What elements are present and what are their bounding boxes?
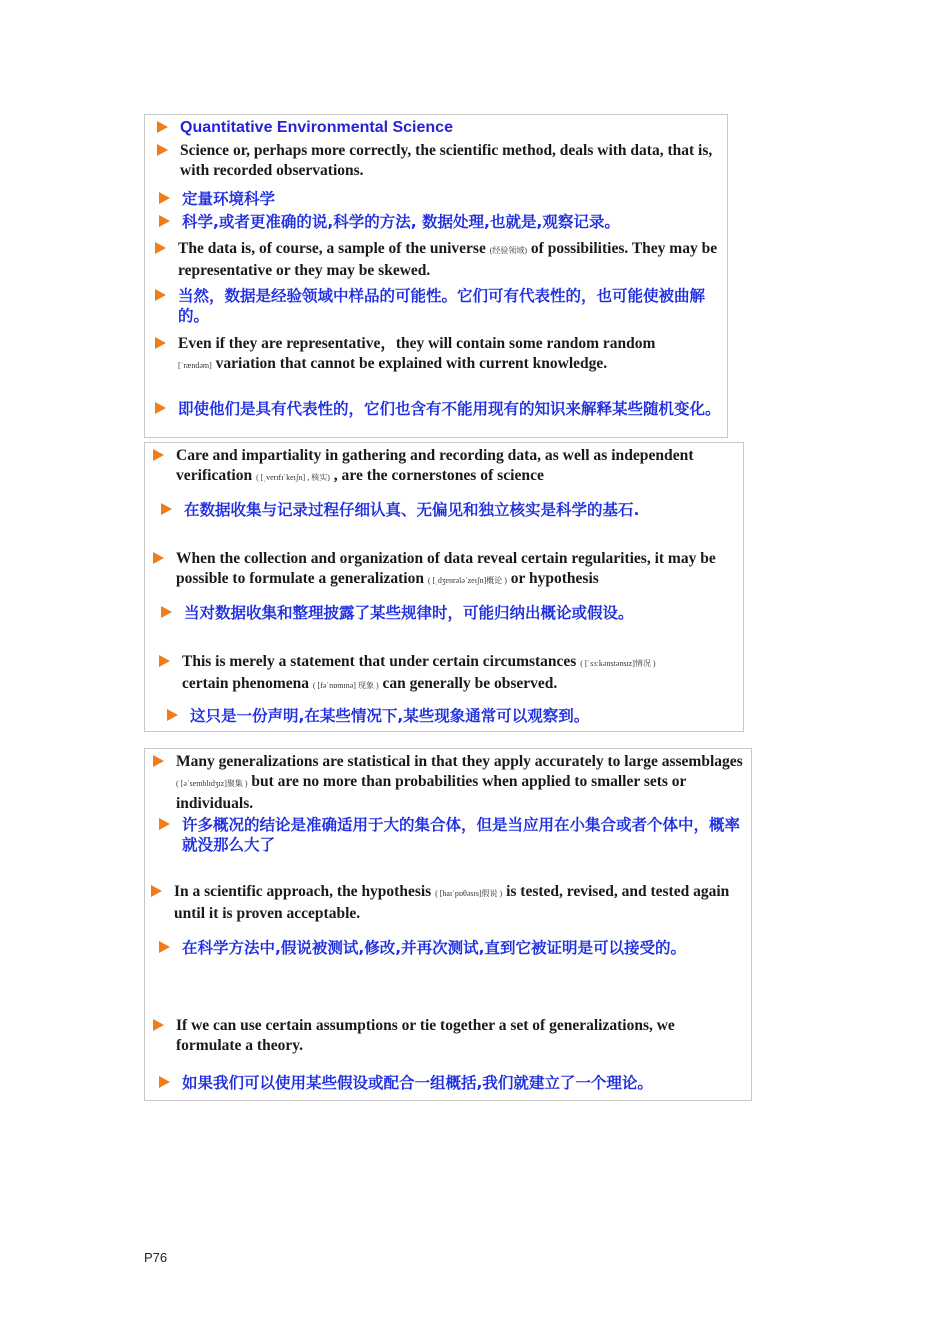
slide-2 [144, 442, 744, 732]
annotation-note: ( [haɪˈpɒθəsɪs]假说 ) [435, 889, 503, 898]
bullet-item [161, 603, 731, 623]
slide-1 [144, 114, 728, 438]
bullet-item [159, 189, 719, 209]
slide-3 [144, 748, 752, 1101]
arrow-bullet-icon [159, 941, 170, 953]
chinese-text: 如果我们可以使用某些假设或配合一组概括,我们就建立了一个理论。 [182, 1074, 653, 1092]
chinese-text: 在科学方法中,假说被测试,修改,并再次测试,直到它被证明是可以接受的。 [182, 939, 687, 957]
annotation-note: ( [ˈsɜːkənstənsɪz]情况 ) [580, 659, 656, 668]
chinese-text: 许多概况的结论是准确适用于大的集合体，但是当应用在小集合或者个体中，概率就没那么大了 [182, 816, 741, 854]
english-text: This is merely a statement that under certain circumstances ( [ˈsɜːkənstənsɪz]情况 ) certain phenomena ( [fəˈnɒmɪnə] 现象 ) can generally be observed. [182, 653, 656, 692]
bullet-item [157, 118, 717, 138]
bullet-item [161, 500, 731, 520]
english-text: If we can use certain assumptions or tie together a set of generalizations, we formulate a theory. [176, 1017, 675, 1054]
annotation-note: ( [fəˈnɒmɪnə] 现象 ) [312, 681, 379, 690]
chinese-text: 即使他们是具有代表性的，它们也含有不能用现有的知识来解释某些随机变化。 [178, 400, 721, 418]
annotation-note: ( [ˌverɪfɪˈkeɪʃn] , 核实) [256, 473, 330, 482]
annotation-note: (经验领域) [489, 246, 528, 255]
arrow-bullet-icon [153, 1019, 164, 1031]
english-text: Care and impartiality in gathering and recording data, as well as independent verification ( [ˌverɪfɪˈkeɪʃn] , 核实) , are the cornerstones of science [176, 447, 694, 484]
arrow-bullet-icon [155, 402, 166, 414]
arrow-bullet-icon [155, 242, 166, 254]
english-text: Even if they are representative，they will contain some random random [ˈrændəm] variation that cannot be explained with current knowledge. [178, 335, 656, 372]
arrow-bullet-icon [167, 709, 178, 721]
bullet-item [155, 239, 721, 281]
bullet-item [159, 1073, 739, 1093]
english-text: In a scientific approach, the hypothesis ( [haɪˈpɒθəsɪs]假说 ) is tested, revised, and tested again until it is proven acceptable. [174, 883, 730, 922]
arrow-bullet-icon [161, 606, 172, 618]
bullet-item [167, 706, 733, 726]
chinese-text: 当对数据收集和整理披露了某些规律时，可能归纳出概论或假设。 [184, 604, 634, 622]
arrow-bullet-icon [159, 1076, 170, 1088]
bullet-item [159, 212, 719, 232]
bullet-item [155, 399, 721, 419]
slide-title: Quantitative Environmental Science [180, 119, 453, 136]
bullet-item [159, 815, 751, 855]
arrow-bullet-icon [157, 144, 168, 156]
annotation-note: ( [ˌdʒenrələˈzeɪʃn]概论 ) [427, 576, 507, 585]
bullet-item [157, 141, 725, 181]
arrow-bullet-icon [159, 818, 170, 830]
chinese-text: 在数据收集与记录过程仔细认真、无偏见和独立核实是科学的基石. [184, 501, 640, 519]
arrow-bullet-icon [153, 552, 164, 564]
arrow-bullet-icon [151, 885, 162, 897]
arrow-bullet-icon [159, 215, 170, 227]
chinese-text: 当然，数据是经验领域中样品的可能性。它们可有代表性的，也可能使被曲解的。 [178, 287, 706, 325]
chinese-text: 定量环境科学 [182, 190, 276, 208]
chinese-text: 科学,或者更准确的说,科学的方法, 数据处理,也就是,观察记录。 [182, 213, 620, 231]
bullet-item [153, 752, 743, 814]
bullet-item [151, 882, 741, 924]
bullet-item [155, 286, 721, 326]
bullet-item [159, 938, 749, 958]
annotation-note: [ˈrændəm] [178, 361, 212, 370]
arrow-bullet-icon [155, 337, 166, 349]
english-text: The data is, of course, a sample of the universe (经验领域) of possibilities. They may be representative or they may be skewed. [178, 240, 718, 279]
bullet-item [153, 1016, 733, 1056]
arrow-bullet-icon [157, 121, 168, 133]
arrow-bullet-icon [159, 192, 170, 204]
arrow-bullet-icon [161, 503, 172, 515]
bullet-item [159, 652, 733, 696]
english-text: Many generalizations are statistical in that they apply accurately to large assemblages ( [əˈsemblɪdʒɪz]聚集 ) but are no more than probabilities when applied to smaller sets or individuals. [176, 753, 743, 812]
annotation-note: ( [əˈsemblɪdʒɪz]聚集 ) [176, 779, 248, 788]
arrow-bullet-icon [159, 655, 170, 667]
page-number: P76 [144, 1250, 168, 1265]
bullet-item [153, 549, 733, 591]
bullet-item [155, 334, 715, 376]
arrow-bullet-icon [155, 289, 166, 301]
english-text: Science or, perhaps more correctly, the scientific method, deals with data, that is, with recorded observations. [180, 142, 713, 179]
chinese-text: 这只是一份声明,在某些情况下,某些现象通常可以观察到。 [190, 707, 590, 725]
arrow-bullet-icon [153, 755, 164, 767]
arrow-bullet-icon [153, 449, 164, 461]
bullet-item [153, 446, 743, 488]
english-text: When the collection and organization of data reveal certain regularities, it may be possible to formulate a generalization ( [ˌdʒenrələˈzeɪʃn]概论 ) or hypothesis [176, 550, 716, 587]
